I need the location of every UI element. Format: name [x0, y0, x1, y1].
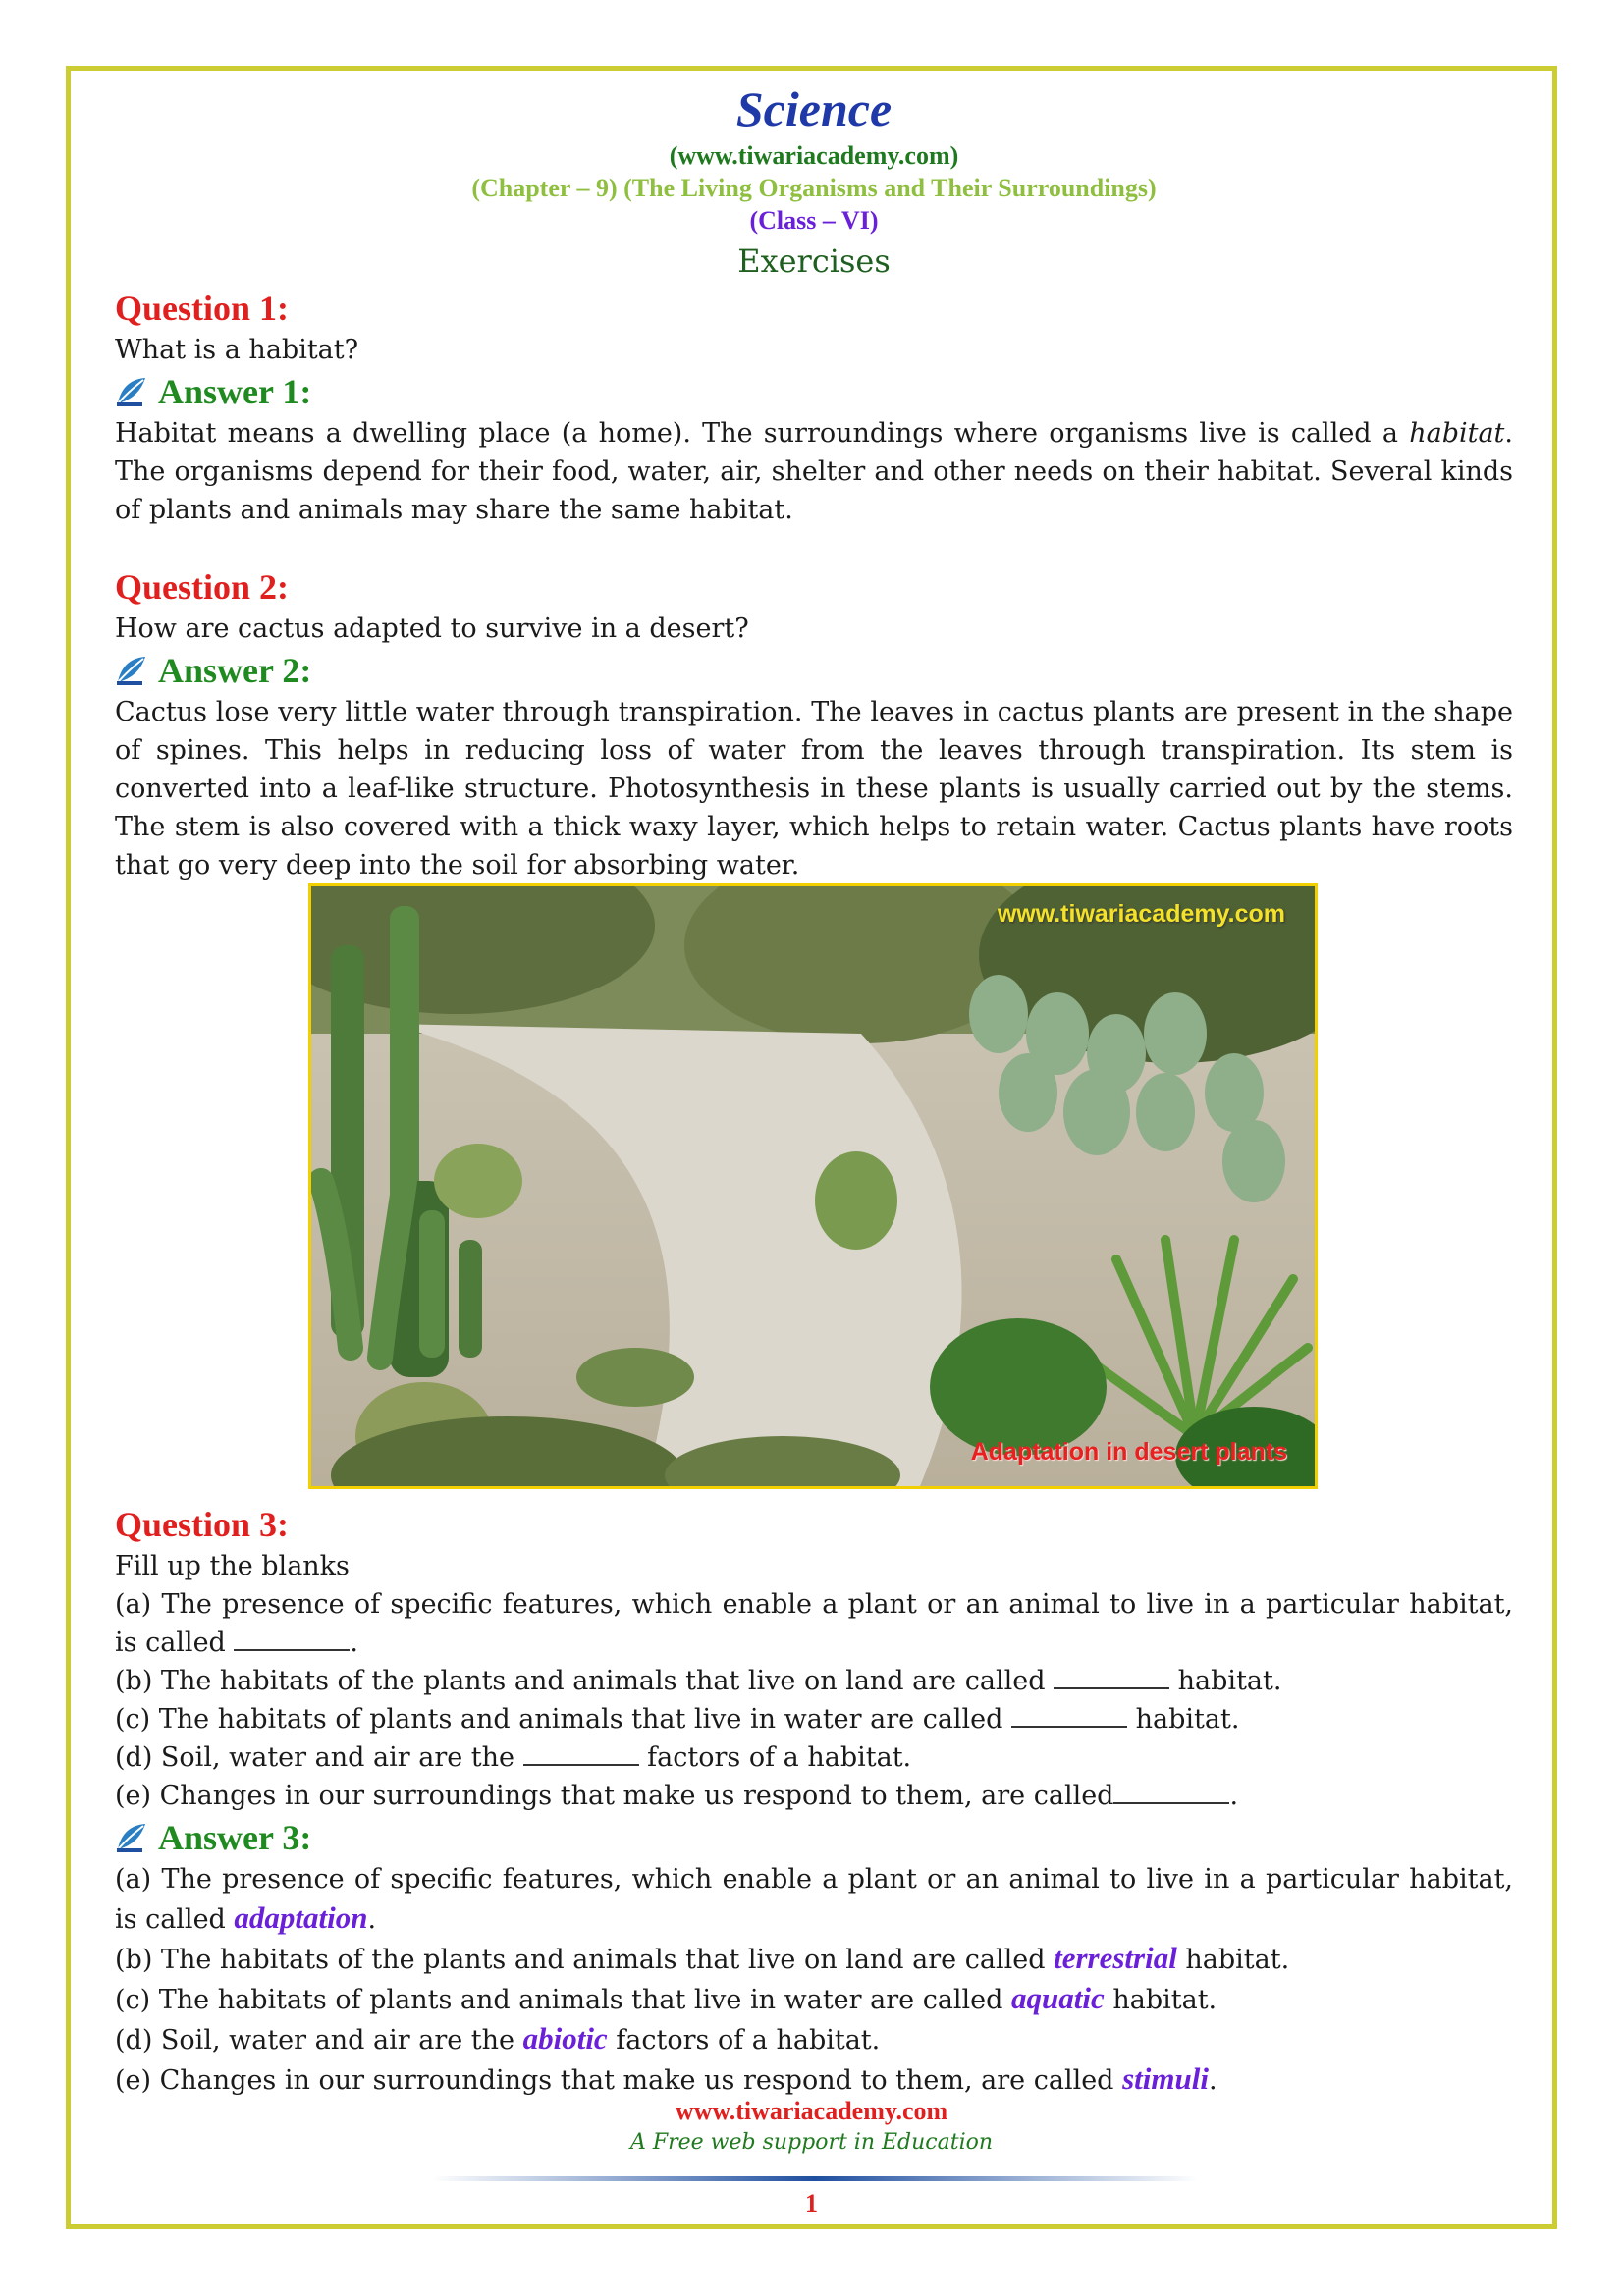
q3-b-end: habitat.: [1169, 1666, 1282, 1696]
answer-1-text: [115, 414, 1513, 529]
q3-a-text: (a) The presence of specific features, which enable a plant or an animal to live in a particular habitat, is called: [115, 1589, 1513, 1658]
a3-b-text: (b) The habitats of the plants and animals that live on land are called: [115, 1945, 1055, 1975]
tiwari-leaf-icon: [115, 376, 148, 407]
answer-aquatic: aquatic: [1011, 1981, 1105, 2015]
blank: [1054, 1666, 1169, 1689]
answer-terrestrial: terrestrial: [1054, 1941, 1177, 1975]
footer-tagline: A Free web support in Education: [629, 2130, 994, 2155]
photo-caption: Adaptation in desert plants: [970, 1438, 1287, 1466]
q3-d-end: factors of a habitat.: [638, 1742, 912, 1773]
answer-1-term: habitat: [1409, 418, 1505, 449]
q3-d-text: (d) Soil, water and air are the: [115, 1742, 523, 1773]
question-1-text: What is a habitat?: [115, 335, 359, 365]
answer-1-part1: Habitat means a dwelling place (a home). The surroundings where organisms live is called a: [115, 418, 1410, 449]
answer-3-item-c: [115, 1979, 1513, 2019]
answer-3-heading-row: [115, 1815, 1513, 1860]
photo-watermark: www.tiwariacademy.com: [997, 900, 1285, 928]
answer-3-heading: Answer 3:: [158, 1818, 312, 1857]
section-title: Exercises: [737, 242, 891, 280]
a3-c-end: habitat.: [1104, 1985, 1217, 2015]
answer-stimuli: stimuli: [1122, 2061, 1209, 2096]
header-class: (Class – VI): [749, 206, 879, 235]
footer-site-link[interactable]: www.tiwariacademy.com: [675, 2097, 948, 2125]
question-3-item-a: [115, 1585, 1513, 1662]
a3-d-end: factors of a habitat.: [607, 2025, 881, 2056]
header-chapter: (Chapter – 9) (The Living Organisms and Their Surroundings): [471, 174, 1157, 202]
q3-e-end: .: [1229, 1781, 1239, 1811]
question-3-item-c: [115, 1700, 1513, 1738]
answer-3-item-b: [115, 1939, 1513, 1979]
blank: [234, 1628, 350, 1651]
q3-c-text: (c) The habitats of plants and animals that live in water are called: [115, 1704, 1012, 1735]
q3-c-end: habitat.: [1127, 1704, 1240, 1735]
q3-e-text: (e) Changes in our surroundings that make us respond to them, are called: [115, 1781, 1114, 1811]
a3-a-text: (a) The presence of specific features, which enable a plant or an animal to live in a particular habitat, is called: [115, 1864, 1513, 1935]
question-3-heading: Question 3:: [115, 1505, 290, 1544]
answer-2-text: Cactus lose very little water through transpiration. The leaves in cactus plants are present in the shape of spines. This helps in reducing loss of water from the leaves through transpiration. Its stem is converted into a leaf-like structure. Photosynthesis in these plants is usually carried out by the stems. The stem is also covered with a thick waxy layer, which helps to retain water. Cactus plants have roots that go very deep into the soil for absorbing water.: [115, 697, 1513, 881]
answer-1-heading: Answer 1:: [158, 372, 312, 411]
answer-3-item-a: [115, 1860, 1513, 1939]
blank: [1011, 1704, 1127, 1728]
question-3-intro: Fill up the blanks: [115, 1551, 350, 1581]
a3-e-end: .: [1208, 2065, 1217, 2096]
a3-a-end: .: [367, 1904, 377, 1935]
answer-3-item-e: [115, 2059, 1513, 2100]
page-number: 1: [805, 2189, 818, 2217]
question-3-item-e: [115, 1777, 1513, 1815]
a3-c-text: (c) The habitats of plants and animals that live in water are called: [115, 1985, 1012, 2015]
answer-2-heading-row: [115, 648, 1513, 693]
a3-d-text: (d) Soil, water and air are the: [115, 2025, 523, 2056]
header-site: (www.tiwariacademy.com): [669, 141, 959, 170]
tiwari-leaf-icon: [115, 1822, 148, 1853]
a3-e-text: (e) Changes in our surroundings that make us respond to them, are called: [115, 2065, 1123, 2096]
footer-divider: [432, 2176, 1198, 2181]
question-2-text: How are cactus adapted to survive in a desert?: [115, 614, 749, 644]
answer-abiotic: abiotic: [522, 2021, 608, 2056]
q3-b-text: (b) The habitats of the plants and animals that live on land are called: [115, 1666, 1055, 1696]
page-header: [115, 79, 1513, 282]
page-title: Science: [735, 81, 893, 136]
answer-2-heading: Answer 2:: [158, 651, 312, 690]
question-3-item-b: [115, 1662, 1513, 1700]
question-3-item-d: [115, 1738, 1513, 1777]
tiwari-leaf-icon: [115, 655, 148, 686]
answer-1-heading-row: [115, 369, 1513, 414]
blank: [1113, 1781, 1229, 1804]
question-2-heading: Question 2:: [115, 567, 290, 607]
answer-1-part2: . The organisms depend for their food, water, air, shelter and other needs on their habitat. Several kinds of plants and animals may share the same habitat.: [115, 418, 1513, 525]
a3-b-end: habitat.: [1176, 1945, 1290, 1975]
desert-plants-photo: [308, 883, 1318, 1489]
question-3-block: [115, 1502, 1513, 2100]
answer-adaptation: adaptation: [234, 1900, 368, 1935]
question-1-heading: Question 1:: [115, 289, 290, 328]
cactus-garden-illustration: [311, 886, 1315, 1486]
blank: [523, 1742, 639, 1766]
q3-a-end: .: [350, 1628, 359, 1658]
answer-3-item-d: [115, 2019, 1513, 2059]
